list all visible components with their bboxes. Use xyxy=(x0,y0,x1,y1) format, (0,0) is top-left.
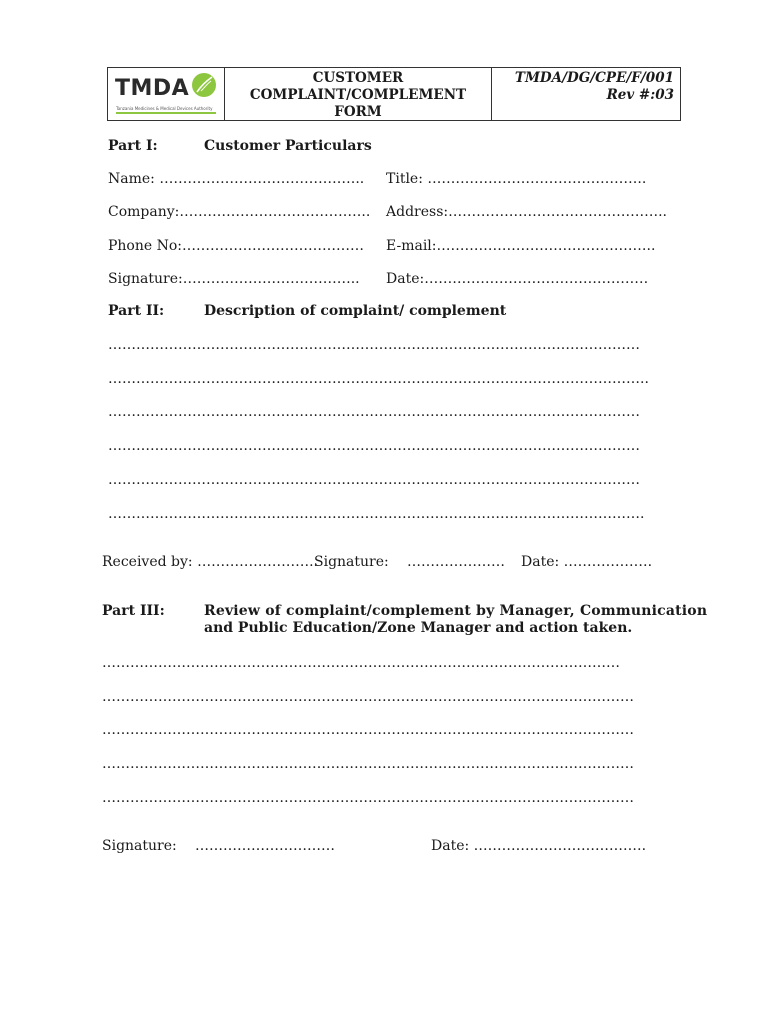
received-by-field[interactable]: Received by: …………………….. xyxy=(102,554,318,570)
review-line[interactable]: …………………………………………………………………………………………………… xyxy=(102,722,634,738)
description-line[interactable]: …………………………………………………………………………………………………… xyxy=(108,404,640,420)
review-line[interactable]: …………………………………………………………………………………………………… xyxy=(102,689,634,705)
part3-title-line1: Review of complaint/complement by Manager, Communication xyxy=(204,603,708,619)
review-line[interactable]: …………………………………………………………………………………………………… xyxy=(102,756,634,772)
review-line[interactable]: …………………………………………………………………………………………………… xyxy=(102,790,634,806)
phone-field[interactable]: Phone No:………………………………… xyxy=(108,238,365,254)
form-title-line1: CUSTOMER xyxy=(312,70,404,86)
date-field[interactable]: Date:………………………………………… xyxy=(386,271,649,287)
part2-label: Part II: xyxy=(108,303,165,319)
part2-title: Description of complaint/ complement xyxy=(204,303,507,319)
part1-title: Customer Particulars xyxy=(204,138,372,154)
tmda-logo: TMDA xyxy=(115,76,190,101)
logo-underline xyxy=(116,112,216,114)
received-signature-label: Signature: xyxy=(314,554,389,570)
logo-subtext: Tanzania Medicines & Medical Devices Authority xyxy=(116,106,213,111)
signature-field[interactable]: Signature:……………………………….. xyxy=(108,271,360,287)
company-field[interactable]: Company:………………………………….. xyxy=(108,204,371,220)
review-signature-field[interactable]: ………………………… xyxy=(195,838,335,854)
review-line[interactable]: ………………………………………………………………………………………………… xyxy=(102,655,620,671)
title-field[interactable]: Title: ……………………………………….. xyxy=(386,171,647,187)
form-title-cell xyxy=(225,68,492,120)
form-code-cell xyxy=(492,68,680,120)
review-signature-label: Signature: xyxy=(102,838,177,854)
name-field[interactable]: Name: …………………………………….. xyxy=(108,171,365,187)
received-date-field[interactable]: Date: ………………. xyxy=(521,554,653,570)
part3-title-line2: and Public Education/Zone Manager and action taken. xyxy=(204,620,633,636)
form-title-line2: COMPLAINT/COMPLEMENT FORM xyxy=(249,87,467,120)
form-code: TMDA/DG/CPE/F/001 xyxy=(514,70,674,86)
logo-cell xyxy=(108,68,225,120)
email-field[interactable]: E-mail:……………………………………….. xyxy=(386,238,656,254)
description-line[interactable]: …………………………………………………………………………………………………….. xyxy=(108,371,649,387)
description-line[interactable]: …………………………………………………………………………………………………… xyxy=(108,438,640,454)
received-signature-field[interactable]: ………………… xyxy=(407,554,505,570)
description-line[interactable]: …………………………………………………………………………………………………… xyxy=(108,337,640,353)
part3-label: Part III: xyxy=(102,603,165,619)
part1-label: Part I: xyxy=(108,138,158,154)
form-header xyxy=(107,67,681,121)
review-date-field[interactable]: Date: ………………………………. xyxy=(431,838,647,854)
description-line[interactable]: …………………………………………………………………………………………………… xyxy=(108,472,640,488)
description-line[interactable]: ……………………………………………………………………………………………………. xyxy=(108,506,645,522)
form-revision: Rev #:03 xyxy=(606,87,674,103)
address-field[interactable]: Address:……………………………………….. xyxy=(386,204,667,220)
leaf-logo-icon xyxy=(191,72,217,98)
